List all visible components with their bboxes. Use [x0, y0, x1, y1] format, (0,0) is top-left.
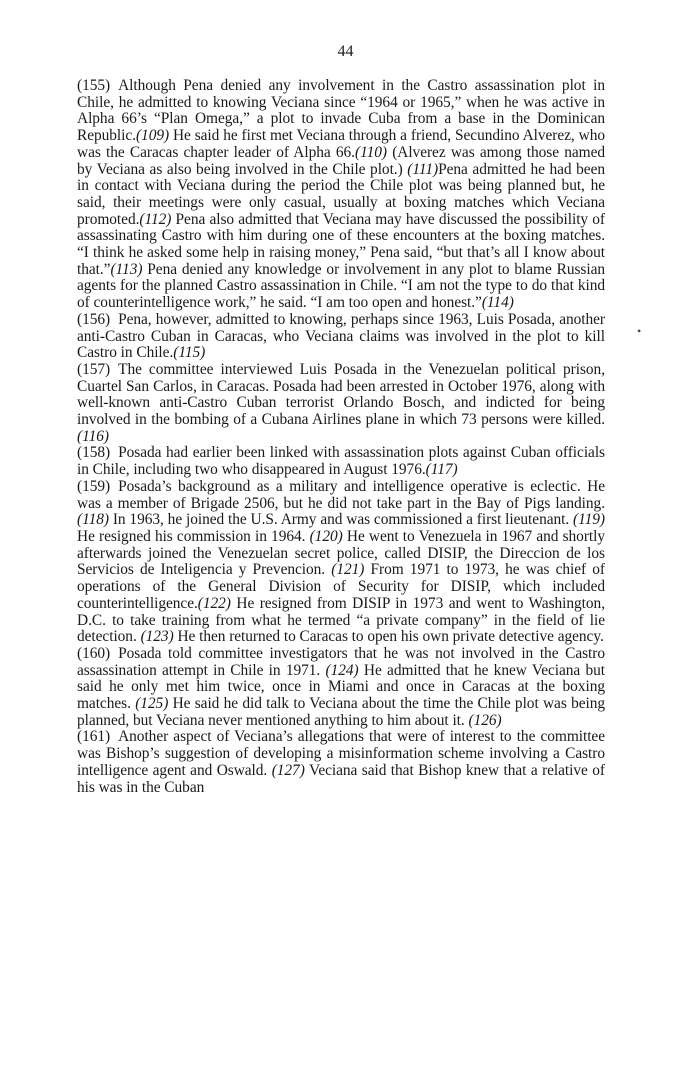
document-body	[77, 78, 605, 796]
footnote-ref: (113)	[110, 260, 143, 278]
paragraph-text: Veciana said that Bishop knew that a relative of his was in the Cuban	[77, 761, 605, 796]
paragraph-text: He resigned from DISIP in 1973 and went to Washington, D.C. to take training from what he termed “a private company” in the field of lie detection.	[77, 594, 605, 646]
footnote-ref: (126)	[468, 711, 502, 729]
paragraph-text: Posada’s background as a military and intelligence operative is eclectic. He was a member of Brigade 2506, but he did not take part in the Bay of Pigs landing.	[77, 477, 605, 512]
footnote-ref: (121)	[331, 561, 365, 579]
footnote-ref: (123)	[140, 628, 174, 646]
footnote-ref: (111)	[407, 160, 439, 178]
paragraph-text: He then returned to Caracas to open his own private detective agency.	[173, 628, 604, 646]
paragraph-text: He went to Venezuela in 1967 and shortly afterwards joined the Venezuelan secret police, called DISIP, the Direccion de los Servicios de Inteligencia y Prevencion.	[77, 527, 605, 579]
paragraph-text: Posada told committee investigators that he was not involved in the Castro assassination attempt in Chile in 1971.	[77, 644, 605, 679]
footnote-ref: (118)	[77, 511, 109, 529]
paragraph-text: He said he did talk to Veciana about the time the Chile plot was being planned, but Veciana never mentioned anything to him about it.	[77, 695, 606, 729]
paragraph-text: Posada had earlier been linked with assassination plots against Cuban officials in Chile, including two who disappeared in August 1976.	[77, 444, 605, 479]
paragraph-155	[77, 78, 605, 312]
footnote-ref: (127)	[271, 761, 305, 779]
paragraph-156	[77, 312, 605, 362]
paragraph-text: Another aspect of Veciana’s allegations that were of interest to the committee was Bishop’s suggestion of developing a misinformation scheme involving a Castro intelligence agent and Oswald.	[77, 728, 605, 779]
footnote-ref: (116)	[77, 427, 109, 445]
footnote-ref: (119)	[573, 511, 605, 529]
paragraph-number: (160)	[77, 644, 111, 662]
paragraph-number: (155)	[77, 77, 111, 94]
footnote-ref: (112)	[139, 210, 172, 228]
paragraph-159	[77, 479, 605, 646]
footnote-ref: (114)	[481, 294, 514, 312]
paragraph-text: Pena, however, admitted to knowing, perhaps since 1963, Luis Posada, another anti-Castro Cuban in Caracas, who Veciana claims was involved in the plot to kill Castro in Chile.	[77, 310, 605, 362]
paragraph-160	[77, 646, 605, 730]
paragraph-number: (157)	[77, 360, 111, 378]
paragraph-text: Pena denied any knowledge or involvement in any plot to blame Russian agents for the planned Castro assassination in Chile. “I am not the type to do that kind of counterintelligence work,” he said. “I am too open and honest.”	[77, 260, 605, 312]
paragraph-number: (161)	[77, 728, 111, 746]
paragraph-text: He resigned his commission in 1964.	[77, 527, 310, 545]
paragraph-158	[77, 445, 605, 478]
footnote-ref: (124)	[325, 661, 359, 679]
paragraph-text: The committee interviewed Luis Posada in the Venezuelan political prison, Cuartel San Carlos, in Caracas. Posada had been arrested in October 1976, along with well-known anti-Castro Cuban terrorist Orlando Bosch, and indicted for being involved in the bombing of a Cubana Airlines plane in which 73 persons were killed.	[77, 360, 605, 429]
paragraph-text: He said he first met Veciana through a friend, Secundino Alverez, who was the Caracas chapter leader of Alpha 66.	[77, 127, 605, 161]
footnote-ref: (125)	[135, 695, 169, 713]
paragraph-text: In 1963, he joined the U.S. Army and was commissioned a first lieutenant.	[108, 511, 574, 529]
footnote-ref: (117)	[425, 461, 458, 479]
paragraph-number: (158)	[77, 444, 111, 462]
paragraph-157	[77, 362, 605, 446]
margin-dot: •	[637, 324, 642, 338]
paragraph-number: (159)	[77, 477, 111, 495]
footnote-ref: (115)	[173, 344, 206, 362]
footnote-ref: (110)	[355, 143, 387, 161]
page-number: 44	[337, 43, 354, 60]
paragraph-text: (Alverez was among those named by Veciana as also being involved in the Chile plot.)	[77, 143, 605, 178]
paragraph-text: Although Pena denied any involvement in the Castro assassination plot in Chile, he admitted to knowing Veciana since “1964 or 1965,” when he was active in Alpha 66’s “Plan Omega,” a plot to invade Cuba from a base in the Dominican Republic.	[77, 77, 605, 145]
paragraph-text: He admitted that he knew Veciana but said he only met him twice, once in Miami and once in Caracas at the boxing matches.	[77, 661, 605, 713]
paragraph-text: Pena admitted he had been in contact with Veciana during the period the Chile plot was being planned but, he said, their meetings were only casual, usually at boxing matches which Veciana promoted.	[77, 160, 605, 228]
paragraph-161	[77, 729, 605, 796]
footnote-ref: (122)	[197, 594, 231, 612]
paragraph-text: From 1971 to 1973, he was chief of operations of the General Division of Security for DISIP, which included counterintelligence.	[77, 561, 605, 612]
footnote-ref: (109)	[135, 127, 170, 145]
footnote-ref: (120)	[309, 527, 343, 545]
paragraph-text: Pena also admitted that Veciana may have discussed the possibility of assassinating Castro with him during one of these encounters at the boxing matches. “I think he asked some help in raising money,” Pena said, “but that’s all I know about that.”	[77, 210, 605, 278]
paragraph-number: (156)	[77, 310, 111, 328]
